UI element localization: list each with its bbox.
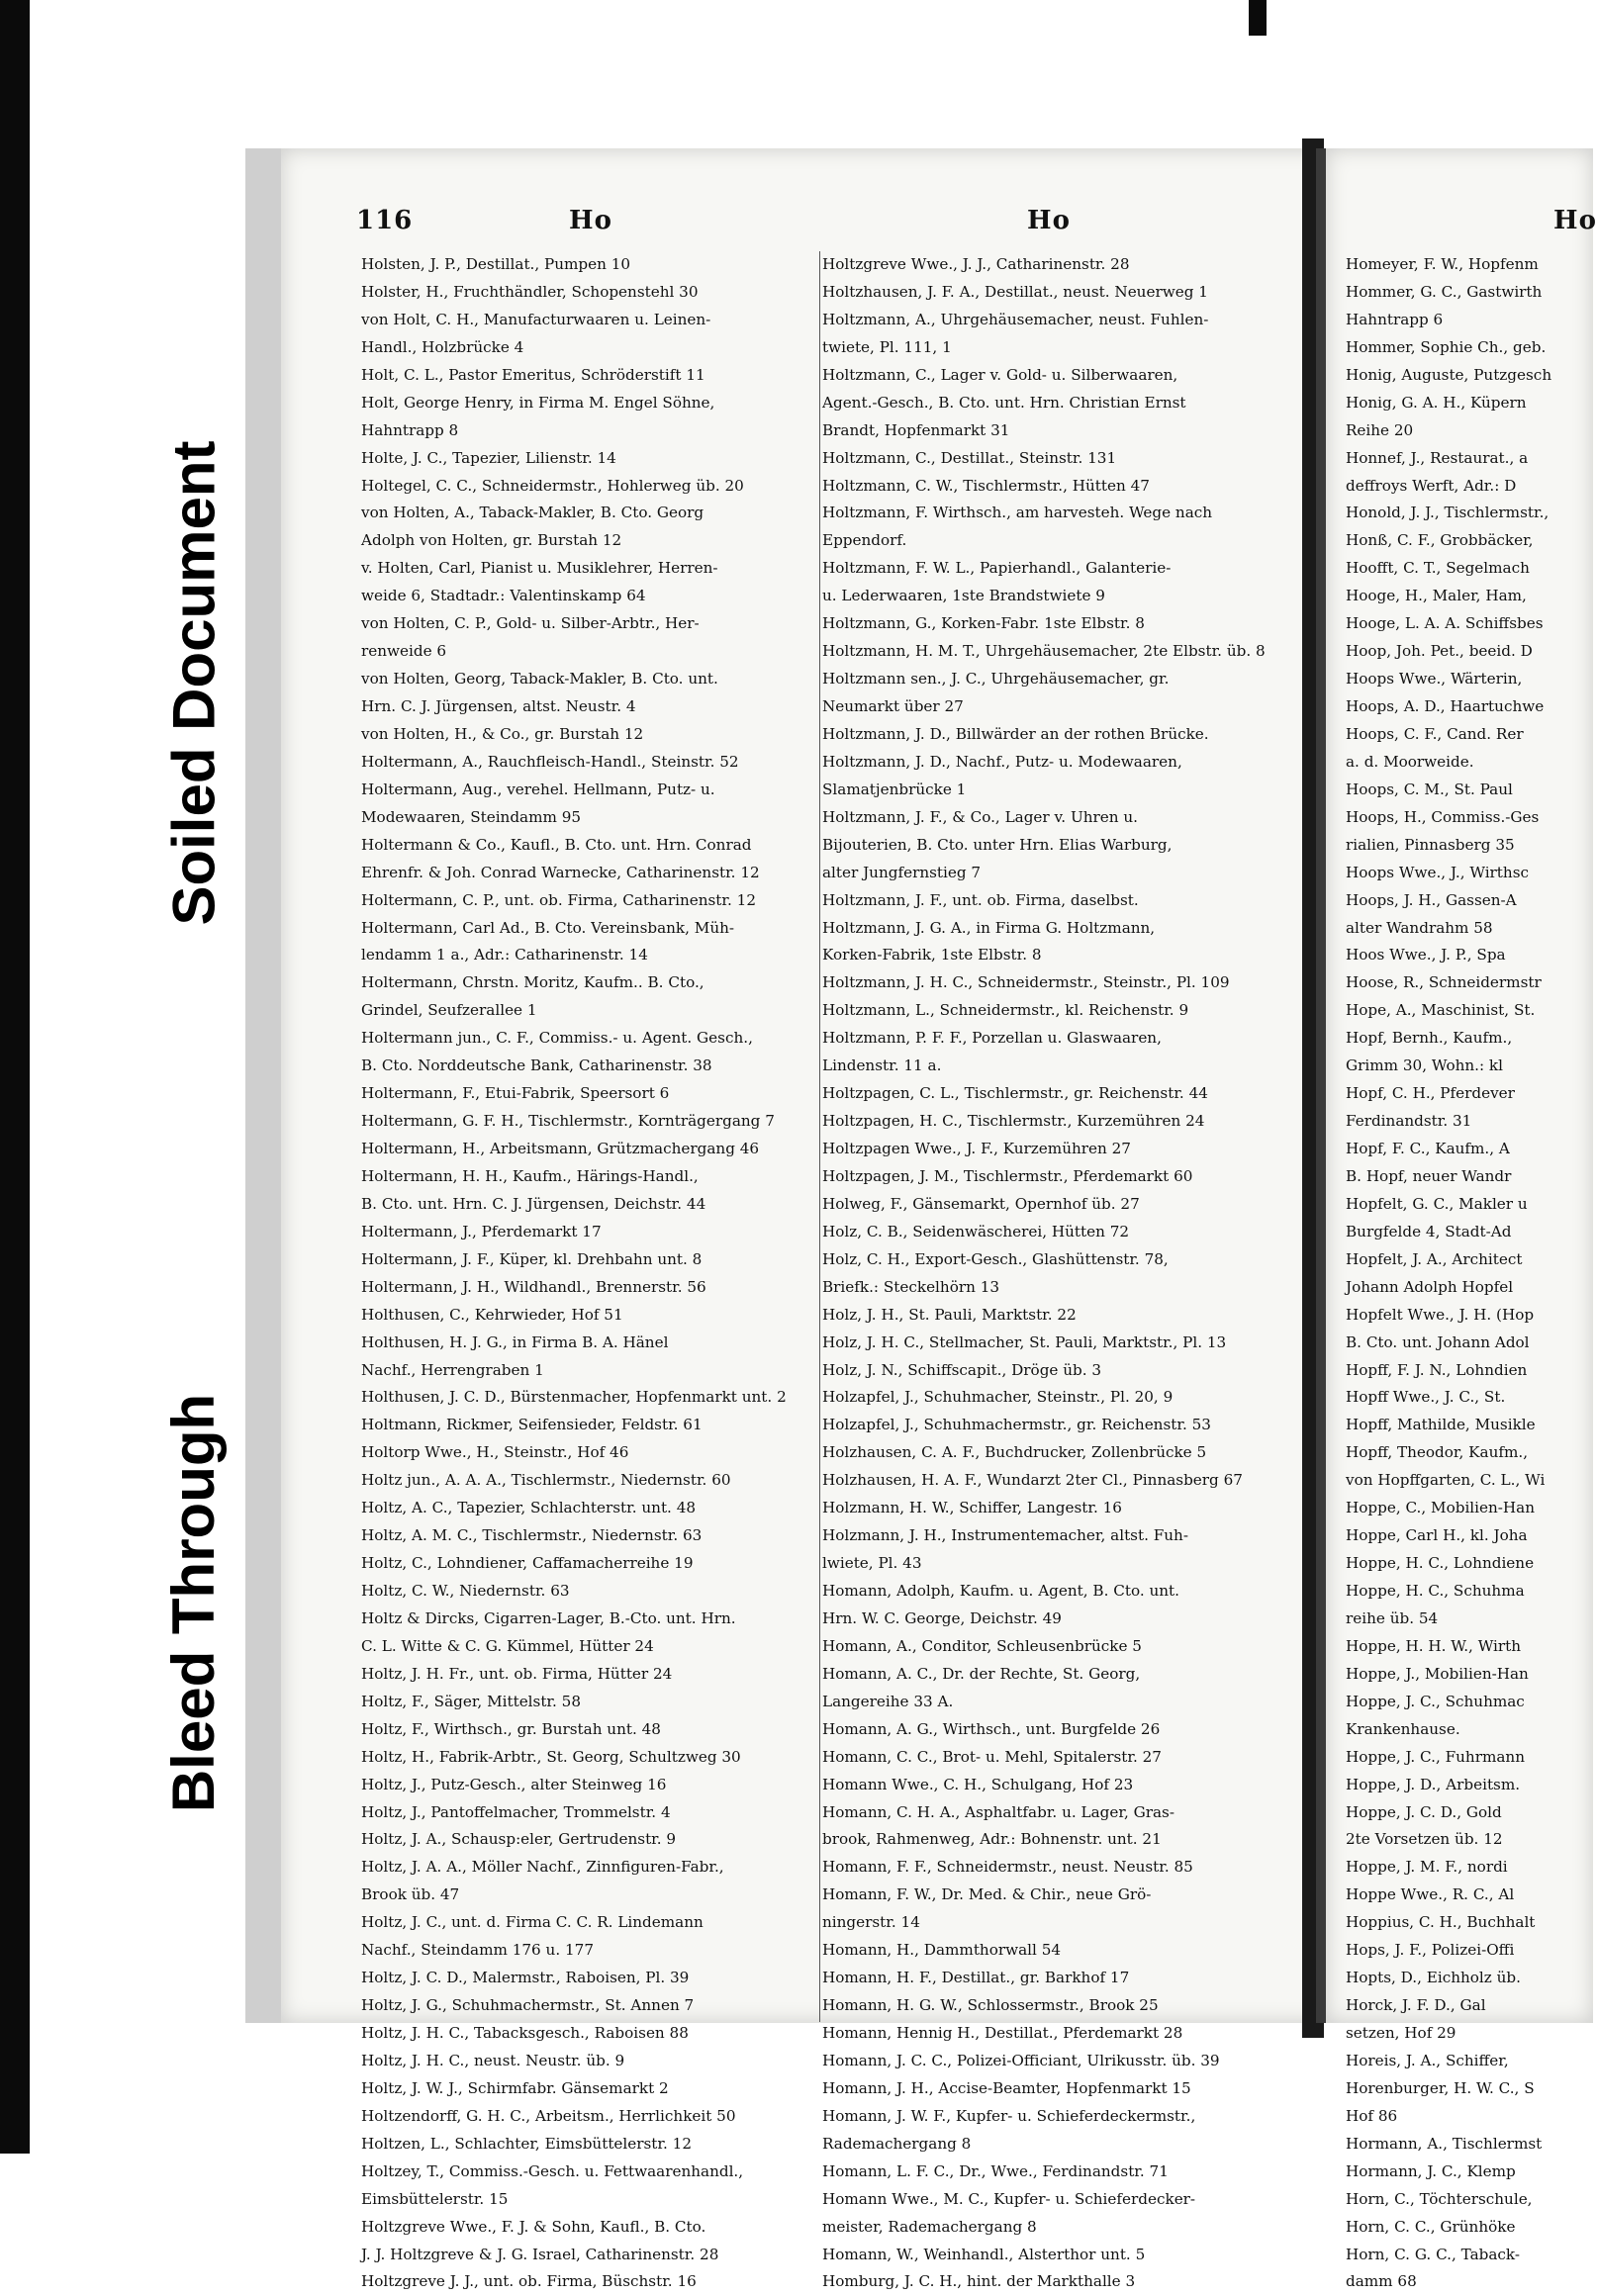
directory-entry-line: Hrn. C. J. Jürgensen, altst. Neustr. 4 (361, 697, 636, 715)
directory-entry-line: brook, Rahmenweg, Adr.: Bohnenstr. unt. 21 (822, 1830, 1162, 1849)
directory-entry-line: Homann, H., Dammthorwall 54 (822, 1941, 1062, 1960)
directory-entry-line: Holtzpagen Wwe., J. F., Kurzemühren 27 (822, 1140, 1131, 1157)
directory-entry-line: Hoofft, C. T., Segelmach (1346, 559, 1530, 578)
directory-entry-line: Holweg, F., Gänsemarkt, Opernhof üb. 27 (822, 1194, 1140, 1213)
directory-entry-line: Holz, C. B., Seidenwäscherei, Hütten 72 (822, 1222, 1130, 1240)
directory-entry-line: Holzhausen, C. A. F., Buchdrucker, Zollenbrücke 5 (822, 1443, 1207, 1462)
directory-entry-line: lwiete, Pl. 43 (822, 1554, 922, 1573)
directory-entry-line: Hoose, R., Schneidermstr (1346, 973, 1542, 992)
directory-entry-line: Holt, C. L., Pastor Emeritus, Schröderstift 11 (361, 365, 705, 384)
directory-entry-line: alter Jungfernstieg 7 (822, 863, 982, 881)
directory-entry-line: von Holten, C. P., Gold- u. Silber-Arbtr., Her- (361, 614, 700, 633)
directory-entry-line: B. Cto. unt. Johann Adol (1346, 1332, 1530, 1351)
directory-entry-line: Brandt, Hopfenmarkt 31 (822, 420, 1010, 439)
directory-entry-line: Holthusen, C., Kehrwieder, Hof 51 (361, 1305, 623, 1324)
directory-entry-line: Hahntrapp 6 (1346, 310, 1444, 328)
directory-entry-line: Homann, C. H. A., Asphaltfabr. u. Lager, Gras- (822, 1802, 1174, 1821)
directory-entry-line: Nachf., Steindamm 176 u. 177 (361, 1941, 594, 1960)
directory-entry-line: Hoppe, H. C., Lohndiene (1346, 1554, 1535, 1573)
directory-entry-line: Holtz, J. G., Schuhmachermstr., St. Annen 7 (361, 1996, 695, 2015)
directory-entry-line: Hormann, J. C., Klemp (1346, 2161, 1516, 2180)
directory-entry-line: Holtz jun., A. A. A., Tischlermstr., Niedernstr. 60 (361, 1471, 731, 1490)
directory-entry-line: Holtz, A. M. C., Tischlermstr., Niedernstr. 63 (361, 1526, 703, 1545)
directory-entry-line: Horn, C. G. C., Taback- (1346, 2245, 1520, 2263)
directory-entry-line: Holtermann, J., Pferdemarkt 17 (361, 1222, 602, 1240)
directory-entry-line: Holtzgreve Wwe., J. J., Catharinenstr. 28 (822, 255, 1130, 273)
directory-entry-line: Hrn. W. C. George, Deichstr. 49 (822, 1608, 1062, 1627)
directory-entry-line: Holtermann, Carl Ad., B. Cto. Vereinsbank, Müh- (361, 918, 735, 937)
directory-entry-line: Hopfelt, J. A., Architect (1346, 1249, 1523, 1268)
directory-entry-line: Holtorp Wwe., H., Steinstr., Hof 46 (361, 1443, 629, 1462)
directory-entry-line: v. Holten, Carl, Pianist u. Musiklehrer, Herren- (361, 559, 718, 578)
directory-entry-line: Homburg, J. C. H., hint. der Markthalle 3 (822, 2272, 1136, 2291)
directory-entry-line: Holtermann, G. F. H., Tischlermstr., Kornträgergang 7 (361, 1112, 775, 1131)
directory-entry-line: Hopts, D., Eichholz üb. (1346, 1969, 1521, 1987)
directory-entry-line: Holtzendorff, G. H. C., Arbeitsm., Herrlichkeit 50 (361, 2106, 736, 2125)
directory-entry-line: Hommer, G. C., Gastwirth (1346, 282, 1543, 301)
directory-entry-line: Hahntrapp 8 (361, 420, 459, 439)
directory-entry-line: Korken-Fabrik, 1ste Elbstr. 8 (822, 946, 1042, 964)
directory-entry-line: alter Wandrahm 58 (1346, 918, 1493, 937)
directory-entry-line: Holtermann, F., Etui-Fabrik, Speersort 6 (361, 1084, 670, 1103)
directory-entry-line: Homeyer, F. W., Hopfenm (1346, 255, 1539, 273)
directory-entry-line: Holzhausen, H. A. F., Wundarzt 2ter Cl., Pinnasberg 67 (822, 1471, 1243, 1490)
directory-entry-line: Holtzmann, J. F., unt. ob. Firma, daselbst. (822, 890, 1139, 909)
directory-entry-line: Slamatjenbrücke 1 (822, 780, 967, 798)
directory-entry-line: Holzmann, H. W., Schiffer, Langestr. 16 (822, 1499, 1122, 1517)
directory-entry-line: Hoppe, J. D., Arbeitsm. (1346, 1775, 1521, 1793)
directory-entry-line: Hoos Wwe., J. P., Spa (1346, 946, 1506, 964)
directory-entry-line: Rademachergang 8 (822, 2134, 972, 2153)
directory-entry-line: Horenburger, H. W. C., S (1346, 2078, 1535, 2097)
directory-entry-line: Lindenstr. 11 a. (822, 1056, 942, 1075)
directory-entry-line: Hoppe, J., Mobilien-Han (1346, 1664, 1529, 1683)
directory-entry-line: Hops, J. F., Polizei-Offi (1346, 1941, 1515, 1960)
directory-entry-line: Hopff Wwe., J. C., St. (1346, 1388, 1506, 1407)
directory-entry-line: Homann, H. G. W., Schlossermstr., Brook 25 (822, 1996, 1159, 2015)
directory-entry-line: B. Hopf, neuer Wandr (1346, 1166, 1512, 1185)
directory-entry-line: Hoppe, C., Mobilien-Han (1346, 1499, 1536, 1517)
directory-entry-line: Ehrenfr. & Joh. Conrad Warnecke, Catharinenstr. 12 (361, 863, 760, 881)
directory-entry-line: Holtzgreve J. J., unt. ob. Firma, Büschstr. 16 (361, 2272, 697, 2291)
directory-entry-line: Holtz, J. C. D., Malermstr., Raboisen, Pl. 39 (361, 1969, 690, 1987)
directory-entry-line: Holtzmann, C., Lager v. Gold- u. Silberwaaren, (822, 365, 1178, 384)
directory-entry-line: Hoops, J. H., Gassen-A (1346, 890, 1517, 909)
directory-entry-line: meister, Rademachergang 8 (822, 2217, 1037, 2236)
directory-entry-line: Holsten, J. P., Destillat., Pumpen 10 (361, 255, 631, 273)
directory-entry-line: Holthusen, H. J. G., in Firma B. A. Hänel (361, 1332, 669, 1351)
directory-entry-line: Holtermann, Chrstn. Moritz, Kaufm.. B. Cto., (361, 973, 705, 992)
directory-entry-line: Holtzpagen, H. C., Tischlermstr., Kurzemühren 24 (822, 1112, 1205, 1131)
directory-entry-line: B. Cto. unt. Hrn. C. J. Jürgensen, Deichstr. 44 (361, 1194, 706, 1213)
directory-entry-line: damm 68 (1346, 2272, 1417, 2291)
label-bleed-through (146, 1306, 241, 1899)
directory-entry-line: Hopf, F. C., Kaufm., A (1346, 1140, 1510, 1157)
directory-entry-line: Holz, J. H. C., Stellmacher, St. Pauli, Marktstr., Pl. 13 (822, 1332, 1227, 1351)
directory-entry-line: J. J. Holtzgreve & J. G. Israel, Catharinenstr. 28 (361, 2245, 719, 2263)
directory-entry-line: Holte, J. C., Tapezier, Lilienstr. 14 (361, 448, 616, 467)
directory-entry-line: Holzapfel, J., Schuhmachermstr., gr. Reichenstr. 53 (822, 1416, 1211, 1434)
directory-entry-line: Hoppe, J. C. D., Gold (1346, 1802, 1502, 1821)
directory-entry-line: Hoppius, C. H., Buchhalt (1346, 1913, 1536, 1932)
directory-entry-line: Holtz, C. W., Niedernstr. 63 (361, 1582, 570, 1600)
directory-entry-line: Homann, F. F., Schneidermstr., neust. Neustr. 85 (822, 1858, 1193, 1877)
directory-entry-line: Reihe 20 (1346, 420, 1414, 439)
directory-entry-line: Holtzmann, F. Wirthsch., am harvesteh. Wege nach (822, 504, 1213, 522)
directory-entry-line: Horn, C., Töchterschule, (1346, 2189, 1533, 2208)
directory-entry-line: Homann, Hennig H., Destillat., Pferdemarkt 28 (822, 2024, 1183, 2042)
directory-entry-line: Hoppe, Carl H., kl. Joha (1346, 1526, 1528, 1545)
directory-entry-line: Holtz, F., Wirthsch., gr. Burstah unt. 48 (361, 1719, 661, 1738)
directory-column-left (361, 251, 821, 2296)
directory-entry-line: B. Cto. Norddeutsche Bank, Catharinenstr. 38 (361, 1056, 712, 1075)
page-number: 116 (356, 206, 414, 235)
directory-entry-line: Homann, H. F., Destillat., gr. Barkhof 17 (822, 1969, 1130, 1987)
directory-entry-line: Modewaaren, Steindamm 95 (361, 807, 582, 826)
directory-entry-line: Holtz, J. C., unt. d. Firma C. C. R. Lindemann (361, 1913, 704, 1932)
directory-entry-line: Holtz, J. H. Fr., unt. ob. Firma, Hütter 24 (361, 1664, 673, 1683)
directory-entry-line: Horn, C. C., Grünhöke (1346, 2217, 1516, 2236)
directory-entry-line: deffroys Werft, Adr.: D (1346, 476, 1517, 495)
directory-entry-line: Holtzmann, G., Korken-Fabr. 1ste Elbstr. 8 (822, 614, 1145, 633)
directory-entry-line: Holtegel, C. C., Schneidermstr., Hohlerweg üb. 20 (361, 476, 744, 495)
directory-entry-line: Holtz, J. A. A., Möller Nachf., Zinnfiguren-Fabr., (361, 1858, 724, 1877)
running-head-right: Ho (1027, 206, 1071, 235)
directory-entry-line: Homann, J. C. C., Polizei-Officiant, Ulrikusstr. üb. 39 (822, 2051, 1220, 2069)
directory-entry-line: Hoops Wwe., Wärterin, (1346, 670, 1523, 689)
directory-entry-line: Hopfelt, G. C., Makler u (1346, 1194, 1528, 1213)
directory-entry-line: C. L. Witte & C. G. Kümmel, Hütter 24 (361, 1636, 654, 1655)
scan-edge-top (1249, 0, 1267, 36)
directory-entry-line: Holtzmann, A., Uhrgehäusemacher, neust. Fuhlen- (822, 310, 1209, 328)
directory-entry-line: reihe üb. 54 (1346, 1608, 1439, 1627)
directory-entry-line: Krankenhause. (1346, 1719, 1460, 1738)
directory-entry-line: Bijouterien, B. Cto. unter Hrn. Elias Warburg, (822, 835, 1173, 854)
label-soiled-text: Soiled Document (160, 439, 228, 926)
directory-entry-line: Holtzmann, F. W. L., Papierhandl., Galanterie- (822, 559, 1172, 578)
directory-entry-line: Honig, Auguste, Putzgesch (1346, 365, 1552, 384)
directory-entry-line: Hopff, Mathilde, Musikle (1346, 1416, 1536, 1434)
directory-entry-line: Homann, A. C., Dr. der Rechte, St. Georg, (822, 1664, 1141, 1683)
directory-entry-line: Horck, J. F. D., Gal (1346, 1996, 1486, 2015)
directory-entry-line: Hopf, C. H., Pferdever (1346, 1084, 1515, 1103)
directory-entry-line: Holtz, A. C., Tapezier, Schlachterstr. unt. 48 (361, 1499, 697, 1517)
directory-entry-line: Holt, George Henry, in Firma M. Engel Söhne, (361, 393, 715, 412)
directory-entry-line: Hoops, A. D., Haartuchwe (1346, 697, 1545, 715)
directory-entry-line: Holtzmann, H. M. T., Uhrgehäusemacher, 2te Elbstr. üb. 8 (822, 642, 1266, 661)
directory-entry-line: Grimm 30, Wohn.: kl (1346, 1056, 1503, 1075)
directory-entry-line: Holz, J. H., St. Pauli, Marktstr. 22 (822, 1305, 1077, 1324)
directory-entry-line: Homann, W., Weinhandl., Alsterthor unt. 5 (822, 2245, 1146, 2263)
directory-entry-line: Holtz, J. H. C., Tabacksgesch., Raboisen 88 (361, 2024, 689, 2042)
directory-entry-line: Holtzhausen, J. F. A., Destillat., neust. Neuerweg 1 (822, 282, 1208, 301)
directory-entry-line: Holtzpagen, C. L., Tischlermstr., gr. Reichenstr. 44 (822, 1084, 1208, 1103)
directory-entry-line: Briefk.: Steckelhörn 13 (822, 1277, 1000, 1296)
directory-entry-line: Hopf, Bernh., Kaufm., (1346, 1029, 1513, 1048)
directory-entry-line: Johann Adolph Hopfel (1346, 1277, 1514, 1296)
directory-entry-line: Hoops, C. M., St. Paul (1346, 780, 1513, 798)
directory-entry-line: Hope, A., Maschinist, St. (1346, 1001, 1536, 1020)
directory-entry-line: Holtzgreve Wwe., F. J. & Sohn, Kaufl., B. Cto. (361, 2217, 706, 2236)
directory-column-right (822, 251, 1287, 2296)
directory-entry-line: setzen, Hof 29 (1346, 2024, 1456, 2042)
directory-entry-line: a. d. Moorweide. (1346, 752, 1474, 771)
directory-entry-line: Handl., Holzbrücke 4 (361, 337, 524, 356)
directory-entry-line: Hooge, H., Maler, Ham, (1346, 587, 1527, 605)
directory-entry-line: Holtermann, C. P., unt. ob. Firma, Catharinenstr. 12 (361, 890, 756, 909)
directory-entry-line: Honig, G. A. H., Küpern (1346, 393, 1527, 412)
directory-entry-line: Holtermann, Aug., verehel. Hellmann, Putz- u. (361, 780, 715, 798)
directory-entry-line: Holtermann, H. H., Kaufm., Härings-Handl., (361, 1166, 699, 1185)
directory-entry-line: 2te Vorsetzen üb. 12 (1346, 1830, 1503, 1849)
directory-entry-line: Holtz, J. A., Schausp:eler, Gertrudenstr. 9 (361, 1830, 677, 1849)
scan-edge-left (0, 0, 30, 2154)
directory-entry-line: Holtzmann, J. H. C., Schneidermstr., Steinstr., Pl. 109 (822, 973, 1230, 992)
directory-entry-line: weide 6, Stadtadr.: Valentinskamp 64 (361, 587, 646, 605)
directory-entry-line: Honß, C. F., Grobbäcker, (1346, 531, 1534, 550)
directory-entry-line: u. Lederwaaren, 1ste Brandstwiete 9 (822, 587, 1105, 605)
directory-column-next-page (1346, 251, 1583, 2296)
label-bleed-text: Bleed Through (160, 1393, 228, 1812)
directory-entry-line: Homann Wwe., M. C., Kupfer- u. Schieferdecker- (822, 2189, 1196, 2208)
directory-entry-line: Holtzmann, C. W., Tischlermstr., Hütten 47 (822, 476, 1150, 495)
directory-entry-line: Homann, J. H., Accise-Beamter, Hopfenmarkt 15 (822, 2078, 1191, 2097)
directory-entry-line: rialien, Pinnasberg 35 (1346, 835, 1515, 854)
directory-entry-line: Hopff, Theodor, Kaufm., (1346, 1443, 1529, 1462)
directory-entry-line: Holtz, J. H. C., neust. Neustr. üb. 9 (361, 2051, 625, 2069)
directory-entry-line: Agent.-Gesch., B. Cto. unt. Hrn. Christian Ernst (822, 393, 1186, 412)
directory-entry-line: Holz, C. H., Export-Gesch., Glashüttenstr. 78, (822, 1249, 1169, 1268)
directory-entry-line: Homann Wwe., C. H., Schulgang, Hof 23 (822, 1775, 1134, 1793)
directory-entry-line: Holtzmann, C., Destillat., Steinstr. 131 (822, 448, 1117, 467)
directory-entry-line: Homann, C. C., Brot- u. Mehl, Spitalerstr. 27 (822, 1747, 1162, 1766)
directory-entry-line: Holtzmann, L., Schneidermstr., kl. Reichenstr. 9 (822, 1001, 1189, 1020)
directory-entry-line: Holthusen, J. C. D., Bürstenmacher, Hopfenmarkt unt. 2 (361, 1388, 787, 1407)
directory-entry-line: Hoppe, J. C., Fuhrmann (1346, 1747, 1525, 1766)
directory-entry-line: twiete, Pl. 111, 1 (822, 337, 952, 356)
directory-entry-line: Hormann, A., Tischlermst (1346, 2134, 1543, 2153)
directory-entry-line: Holtzen, L., Schlachter, Eimsbüttelerstr. 12 (361, 2134, 692, 2153)
directory-entry-line: Holtzpagen, J. M., Tischlermstr., Pferdemarkt 60 (822, 1166, 1193, 1185)
directory-entry-line: Holtermann, J. H., Wildhandl., Brennerstr. 56 (361, 1277, 706, 1296)
directory-entry-line: von Holten, A., Taback-Makler, B. Cto. Georg (361, 504, 705, 522)
directory-entry-line: Holzapfel, J., Schuhmacher, Steinstr., Pl. 20, 9 (822, 1388, 1174, 1407)
directory-entry-line: Holtz, C., Lohndiener, Caffamacherreihe 19 (361, 1554, 694, 1573)
directory-entry-line: Holtermann jun., C. F., Commiss.- u. Agent. Gesch., (361, 1029, 753, 1048)
directory-entry-line: Hof 86 (1346, 2106, 1398, 2125)
directory-entry-line: von Holten, H., & Co., gr. Burstah 12 (361, 724, 644, 743)
directory-entry-line: Langereihe 33 A. (822, 1692, 954, 1710)
directory-entry-line: Hoppe, H. C., Schuhma (1346, 1582, 1525, 1600)
directory-entry-line: Holtz & Dircks, Cigarren-Lager, B.-Cto. unt. Hrn. (361, 1608, 736, 1627)
directory-entry-line: Eppendorf. (822, 531, 907, 550)
directory-entry-line: Adolph von Holten, gr. Burstah 12 (361, 531, 622, 550)
directory-entry-line: Hoops, H., Commiss.-Ges (1346, 807, 1540, 826)
directory-entry-line: Holtzmann sen., J. C., Uhrgehäusemacher, gr. (822, 670, 1170, 689)
directory-entry-line: Nachf., Herrengraben 1 (361, 1360, 544, 1379)
directory-entry-line: Holtz, H., Fabrik-Arbtr., St. Georg, Schultzweg 30 (361, 1747, 741, 1766)
directory-entry-line: Holtzmann, P. F. F., Porzellan u. Glaswaaren, (822, 1029, 1162, 1048)
directory-entry-line: Neumarkt über 27 (822, 697, 964, 715)
directory-entry-line: Homann, L. F. C., Dr., Wwe., Ferdinandstr. 71 (822, 2161, 1169, 2180)
directory-entry-line: Hoppe Wwe., R. C., Al (1346, 1885, 1515, 1904)
directory-entry-line: Hoppe, J. C., Schuhmac (1346, 1692, 1525, 1710)
directory-entry-line: Hopff, F. J. N., Lohndien (1346, 1360, 1528, 1379)
directory-entry-line: Holtzmann, J. D., Billwärder an der rothen Brücke. (822, 724, 1209, 743)
directory-entry-line: Holtz, J., Pantoffelmacher, Trommelstr. 4 (361, 1802, 671, 1821)
directory-entry-line: Holtermann, A., Rauchfleisch-Handl., Steinstr. 52 (361, 752, 739, 771)
directory-entry-line: Burgfelde 4, Stadt-Ad (1346, 1222, 1512, 1240)
directory-entry-line: Holtz, F., Säger, Mittelstr. 58 (361, 1692, 582, 1710)
directory-entry-line: Holtermann, H., Arbeitsmann, Grützmachergang 46 (361, 1140, 760, 1157)
running-head-next-page: Ho (1553, 206, 1597, 235)
directory-entry-line: von Holt, C. H., Manufacturwaaren u. Leinen- (361, 310, 711, 328)
directory-entry-line: Homann, J. W. F., Kupfer- u. Schieferdeckermstr., (822, 2106, 1196, 2125)
directory-entry-line: Hooge, L. A. A. Schiffsbes (1346, 614, 1544, 633)
directory-entry-line: Holtz, J. W. J., Schirmfabr. Gänsemarkt 2 (361, 2078, 669, 2097)
directory-entry-line: Hoop, Joh. Pet., beeid. D (1346, 642, 1533, 661)
directory-entry-line: Hoops Wwe., J., Wirthsc (1346, 863, 1529, 881)
directory-entry-line: Homann, A. G., Wirthsch., unt. Burgfelde 26 (822, 1719, 1161, 1738)
directory-entry-line: Hoppe, J. M. F., nordi (1346, 1858, 1508, 1877)
directory-entry-line: Holtermann & Co., Kaufl., B. Cto. unt. Hrn. Conrad (361, 835, 752, 854)
directory-entry-line: Hommer, Sophie Ch., geb. (1346, 337, 1547, 356)
directory-entry-line: Holz, J. N., Schiffscapit., Dröge üb. 3 (822, 1360, 1102, 1379)
directory-entry-line: Hoppe, H. H. W., Wirth (1346, 1636, 1522, 1655)
directory-entry-line: Holster, H., Fruchthändler, Schopenstehl 30 (361, 282, 699, 301)
directory-entry-line: Holtz, J., Putz-Gesch., alter Steinweg 16 (361, 1775, 667, 1793)
directory-entry-line: Homann, Adolph, Kaufm. u. Agent, B. Cto. unt. (822, 1582, 1179, 1600)
directory-entry-line: Homann, A., Conditor, Schleusenbrücke 5 (822, 1636, 1142, 1655)
directory-entry-line: von Hopffgarten, C. L., Wi (1346, 1471, 1546, 1490)
directory-entry-line: Holtzmann, J. D., Nachf., Putz- u. Modewaaren, (822, 752, 1182, 771)
directory-entry-line: Grindel, Seufzerallee 1 (361, 1001, 537, 1020)
directory-entry-line: Holtzmann, J. G. A., in Firma G. Holtzmann, (822, 918, 1156, 937)
directory-entry-line: Horeis, J. A., Schiffer, (1346, 2051, 1509, 2069)
directory-entry-line: ningerstr. 14 (822, 1913, 920, 1932)
label-soiled-document (146, 386, 241, 979)
directory-entry-line: Ferdinandstr. 31 (1346, 1112, 1472, 1131)
directory-entry-line: Holtermann, J. F., Küper, kl. Drehbahn unt. 8 (361, 1249, 703, 1268)
directory-entry-line: renweide 6 (361, 642, 447, 661)
directory-entry-line: Honnef, J., Restaurat., a (1346, 448, 1529, 467)
running-head-left: Ho (569, 206, 612, 235)
directory-entry-line: Holtzmann, J. F., & Co., Lager v. Uhren u. (822, 807, 1138, 826)
directory-entry-line: lendamm 1 a., Adr.: Catharinenstr. 14 (361, 946, 648, 964)
directory-entry-line: Holtmann, Rickmer, Seifensieder, Feldstr. 61 (361, 1416, 703, 1434)
directory-entry-line: Hoops, C. F., Cand. Rer (1346, 724, 1524, 743)
directory-entry-line: Honold, J. J., Tischlermstr., (1346, 504, 1550, 522)
directory-entry-line: von Holten, Georg, Taback-Makler, B. Cto. unt. (361, 670, 718, 689)
directory-entry-line: Hopfelt Wwe., J. H. (Hop (1346, 1305, 1535, 1324)
directory-entry-line: Homann, F. W., Dr. Med. & Chir., neue Grö- (822, 1885, 1152, 1904)
directory-entry-line: Brook üb. 47 (361, 1885, 460, 1904)
directory-entry-line: Eimsbüttelerstr. 15 (361, 2189, 509, 2208)
directory-entry-line: Holzmann, J. H., Instrumentemacher, altst. Fuh- (822, 1526, 1188, 1545)
directory-entry-line: Holtzey, T., Commiss.-Gesch. u. Fettwaarenhandl., (361, 2161, 744, 2180)
